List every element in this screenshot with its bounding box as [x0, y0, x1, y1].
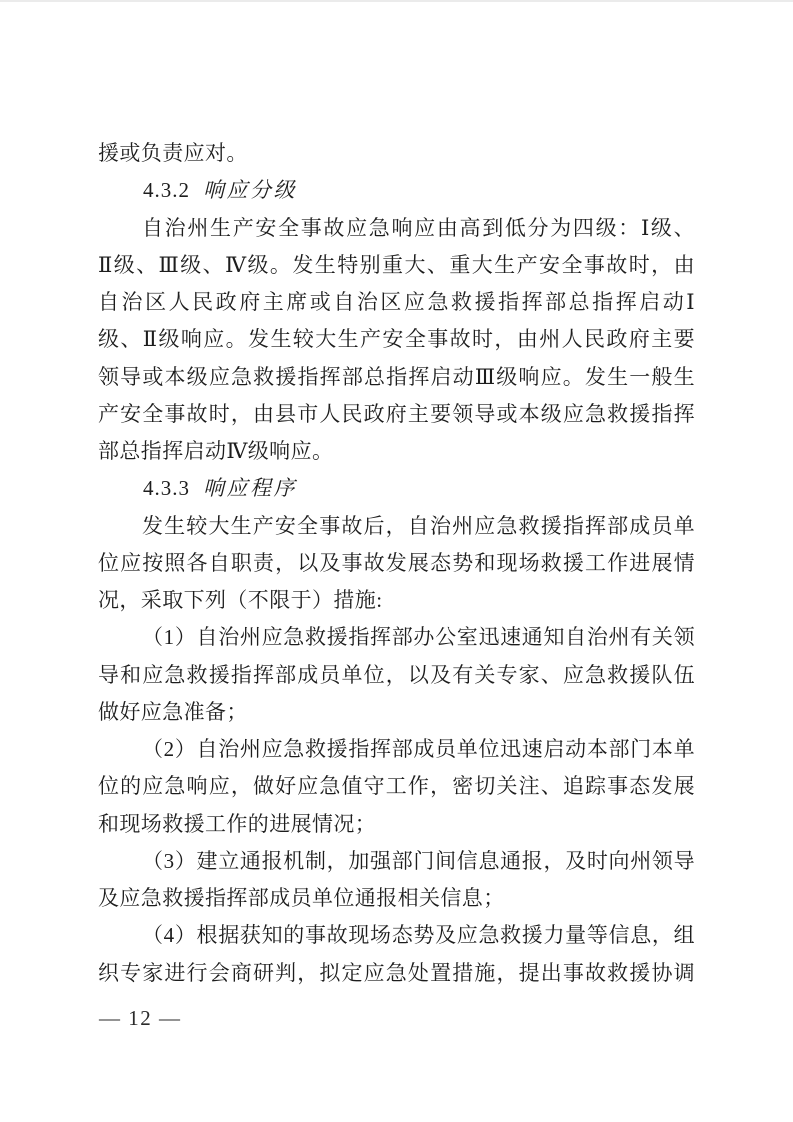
text-line: （2）自治州应急救援指挥部成员单位迅速启动本部门本单	[142, 737, 695, 761]
text-line: 织专家进行会商研判，拟定应急处置措施，提出事故救援协调	[98, 960, 695, 985]
text-line: 部总指挥启动Ⅳ级响应。	[98, 439, 334, 463]
text-line: （1）自治州应急救援指挥部办公室迅速通知自治州有关领	[142, 625, 695, 650]
text-line: 位的应急响应，做好应急值守工作，密切关注、追踪事态发展	[98, 774, 695, 799]
text-line: 援或负责应对。	[98, 141, 248, 165]
page-number: — 12 —	[99, 1006, 182, 1030]
text-line: 产安全事故时，由县市人民政府主要领导或本级应急救援指挥	[98, 401, 695, 426]
heading-title: 响应程序	[203, 476, 297, 501]
text-line: 做好应急准备；	[98, 699, 248, 724]
heading-title: 响应分级	[203, 178, 297, 203]
heading-number: 4.3.3	[143, 476, 190, 501]
text-line: （3）建立通报机制，加强部门间信息通报，及时向州领导	[142, 848, 695, 873]
text-line: 自治州生产安全事故应急响应由高到低分为四级：Ⅰ级、	[142, 215, 695, 240]
text-line: 况，采取下列（不限于）措施:	[98, 588, 383, 612]
section-heading	[98, 470, 695, 507]
text-line: 及应急救援指挥部成员单位通报相关信息；	[98, 886, 505, 910]
text-line: 领导或本级应急救援指挥部总指挥启动Ⅲ级响应。发生一般生	[98, 364, 695, 389]
text-line: 自治区人民政府主席或自治区应急救援指挥部总指挥启动Ⅰ	[98, 290, 695, 314]
text-line: 导和应急救援指挥部成员单位，以及有关专家、应急救援队伍	[98, 662, 695, 687]
text-line: 发生较大生产安全事故后，自治州应急救援指挥部成员单	[142, 513, 695, 538]
text-line: 级、Ⅱ级响应。发生较大生产安全事故时，由州人民政府主要	[98, 327, 695, 352]
section-heading	[98, 172, 695, 209]
text-line: （4）根据获知的事故现场态势及应急救援力量等信息，组	[142, 923, 695, 948]
heading-number: 4.3.2	[143, 178, 190, 203]
text-line: 位应按照各自职责，以及事故发展态势和现场救援工作进展情	[98, 550, 695, 575]
text-line: 和现场救援工作的进展情况；	[98, 811, 377, 836]
document-body	[98, 135, 695, 992]
text-line: Ⅱ级、Ⅲ级、Ⅳ级。发生特别重大、重大生产安全事故时，由	[98, 252, 695, 277]
page-top-scan-line	[0, 0, 793, 2]
